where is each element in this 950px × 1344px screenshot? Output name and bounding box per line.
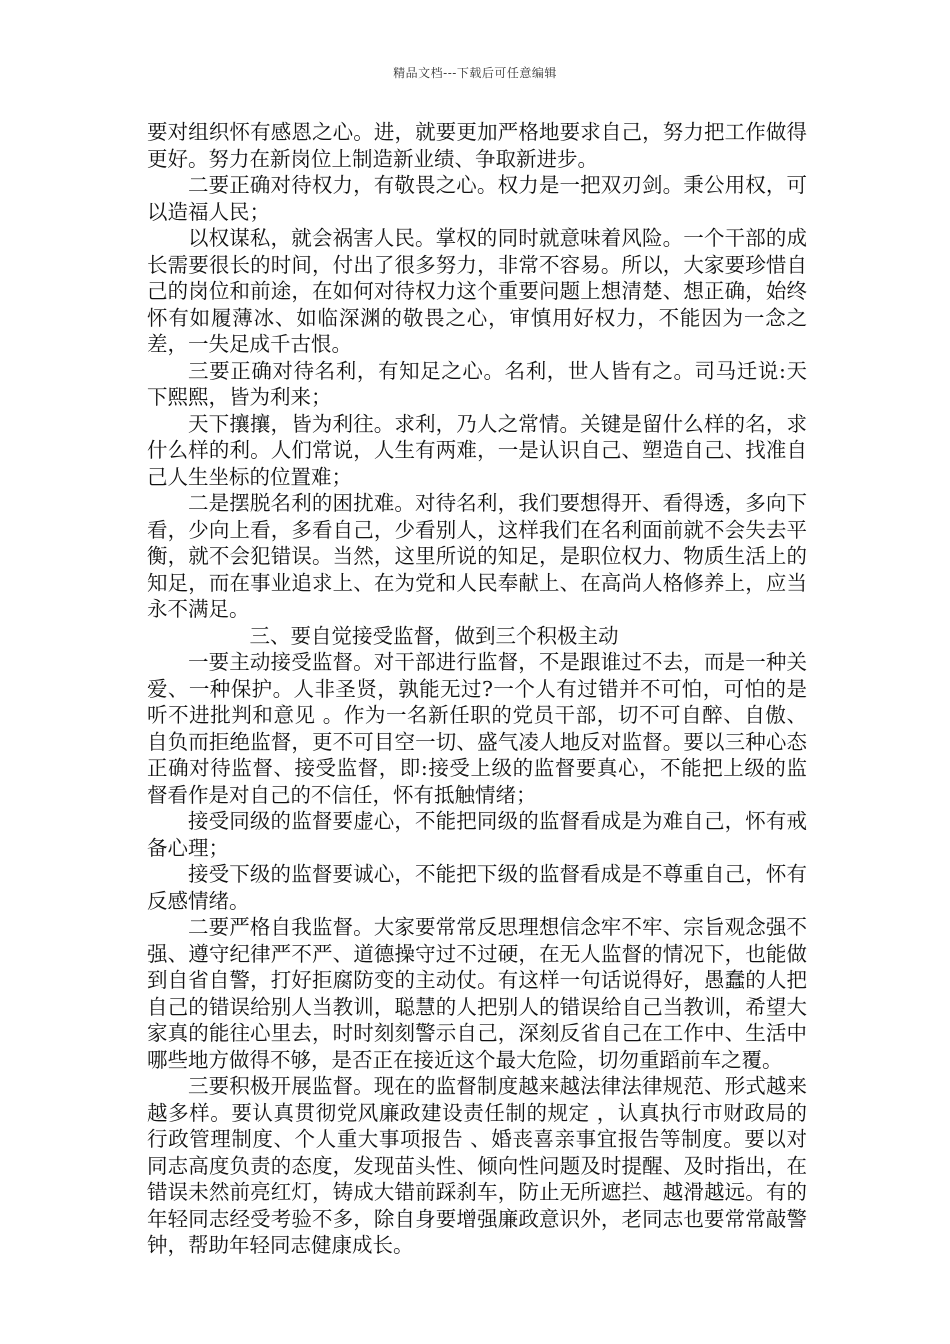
paragraph: 以权谋私，就会祸害人民。掌权的同时就意味着风险。一个干部的成长需要很长的时间，付出了很多努力，非常不容易。所以，大家要珍惜自己的岗位和前途，在如何对待权力这个重要问题上想清楚、想正确，始终怀有如履薄冰、如临深渊的敬畏之心，审慎用好权力，不能因为一念之差，一失足成千古恨。 xyxy=(147,226,807,356)
paragraph: 天下攘攘，皆为利往。求利，乃人之常情。关键是留什么样的名，求什么样的利。人们常说，人生有两难，一是认识自己、塑造自己、找准自己人生坐标的位置难； xyxy=(147,411,807,489)
paragraph: 二要严格自我监督。大家要常常反思理想信念牢不牢、宗旨观念强不强、遵守纪律严不严、道德操守过不过硬，在无人监督的情况下，也能做到自省自警，打好拒腐防变的主动仗。有这样一句话说得好，愚蠢的人把自己的错误给别人当教训，聪慧的人把别人的错误给自己当教训，希望大家真的能往心里去，时时刻刻警示自己，深刻反省自己在工作中、生活中哪些地方做得不够，是否正在接近这个最大危险，切勿重蹈前车之覆。 xyxy=(147,915,807,1072)
paragraph: 三要积极开展监督。现在的监督制度越来越法律法律规范、形式越来越多样。要认真贯彻党风廉政建设责任制的规定 ，认真执行市财政局的行政管理制度、个人重大事项报告 、婚丧喜亲事宜报告等制度。要以对同志高度负责的态度，发现苗头性、倾向性问题及时提醒、及时指出，在错误未然前亮红灯，铸成大错前踩刹车，防止无所遮拦、越滑越远。有的年轻同志经受考验不多，除自身要增强廉政意识外，老同志也要常常敲警钟，帮助年轻同志健康成长。 xyxy=(147,1074,807,1257)
paragraph: 一要主动接受监督。对干部进行监督，不是跟谁过不去，而是一种关爱、一种保护。人非圣贤，孰能无过?一个人有过错并不可怕，可怕的是听不进批判和意见 。作为一名新任职的党员干部，切不可自醉、自傲、自负而拒绝监督，更不可目空一切、盛气凌人地反对监督。要以三种心态正确对待监督、接受监督，即:接受上级的监督要真心，不能把上级的监督看作是对自己的不信任，怀有抵触情绪； xyxy=(147,650,807,807)
document-body xyxy=(147,119,807,1259)
paragraph: 接受同级的监督要虚心，不能把同级的监督看成是为难自己，怀有戒备心理； xyxy=(147,809,807,860)
paragraph: 二要正确对待权力，有敬畏之心。权力是一把双刃剑。秉公用权，可以造福人民； xyxy=(147,173,807,224)
paragraph: 三要正确对待名利，有知足之心。名利，世人皆有之。司马迁说:天下熙熙，皆为利来； xyxy=(147,358,807,409)
section-heading: 三、要自觉接受监督，做到三个积极主动 xyxy=(249,623,619,648)
page-header: 精品文档---下载后可任意编辑 xyxy=(393,66,557,80)
paragraph: 二是摆脱名利的困扰难。对待名利，我们要想得开、看得透，多向下看，少向上看，多看自己，少看别人，这样我们在名利面前就不会失去平衡，就不会犯错误。当然，这里所说的知足，是职位权力、物质生活上的知足，而在事业追求上、在为党和人民奉献上、在高尚人格修养上，应当永不满足。 xyxy=(147,491,807,621)
paragraph: 接受下级的监督要诚心，不能把下级的监督看成是不尊重自己，怀有反感情绪。 xyxy=(147,862,807,913)
paragraph: 要对组织怀有感恩之心。进，就要更加严格地要求自己，努力把工作做得更好。努力在新岗位上制造新业绩、争取新进步。 xyxy=(147,120,807,171)
